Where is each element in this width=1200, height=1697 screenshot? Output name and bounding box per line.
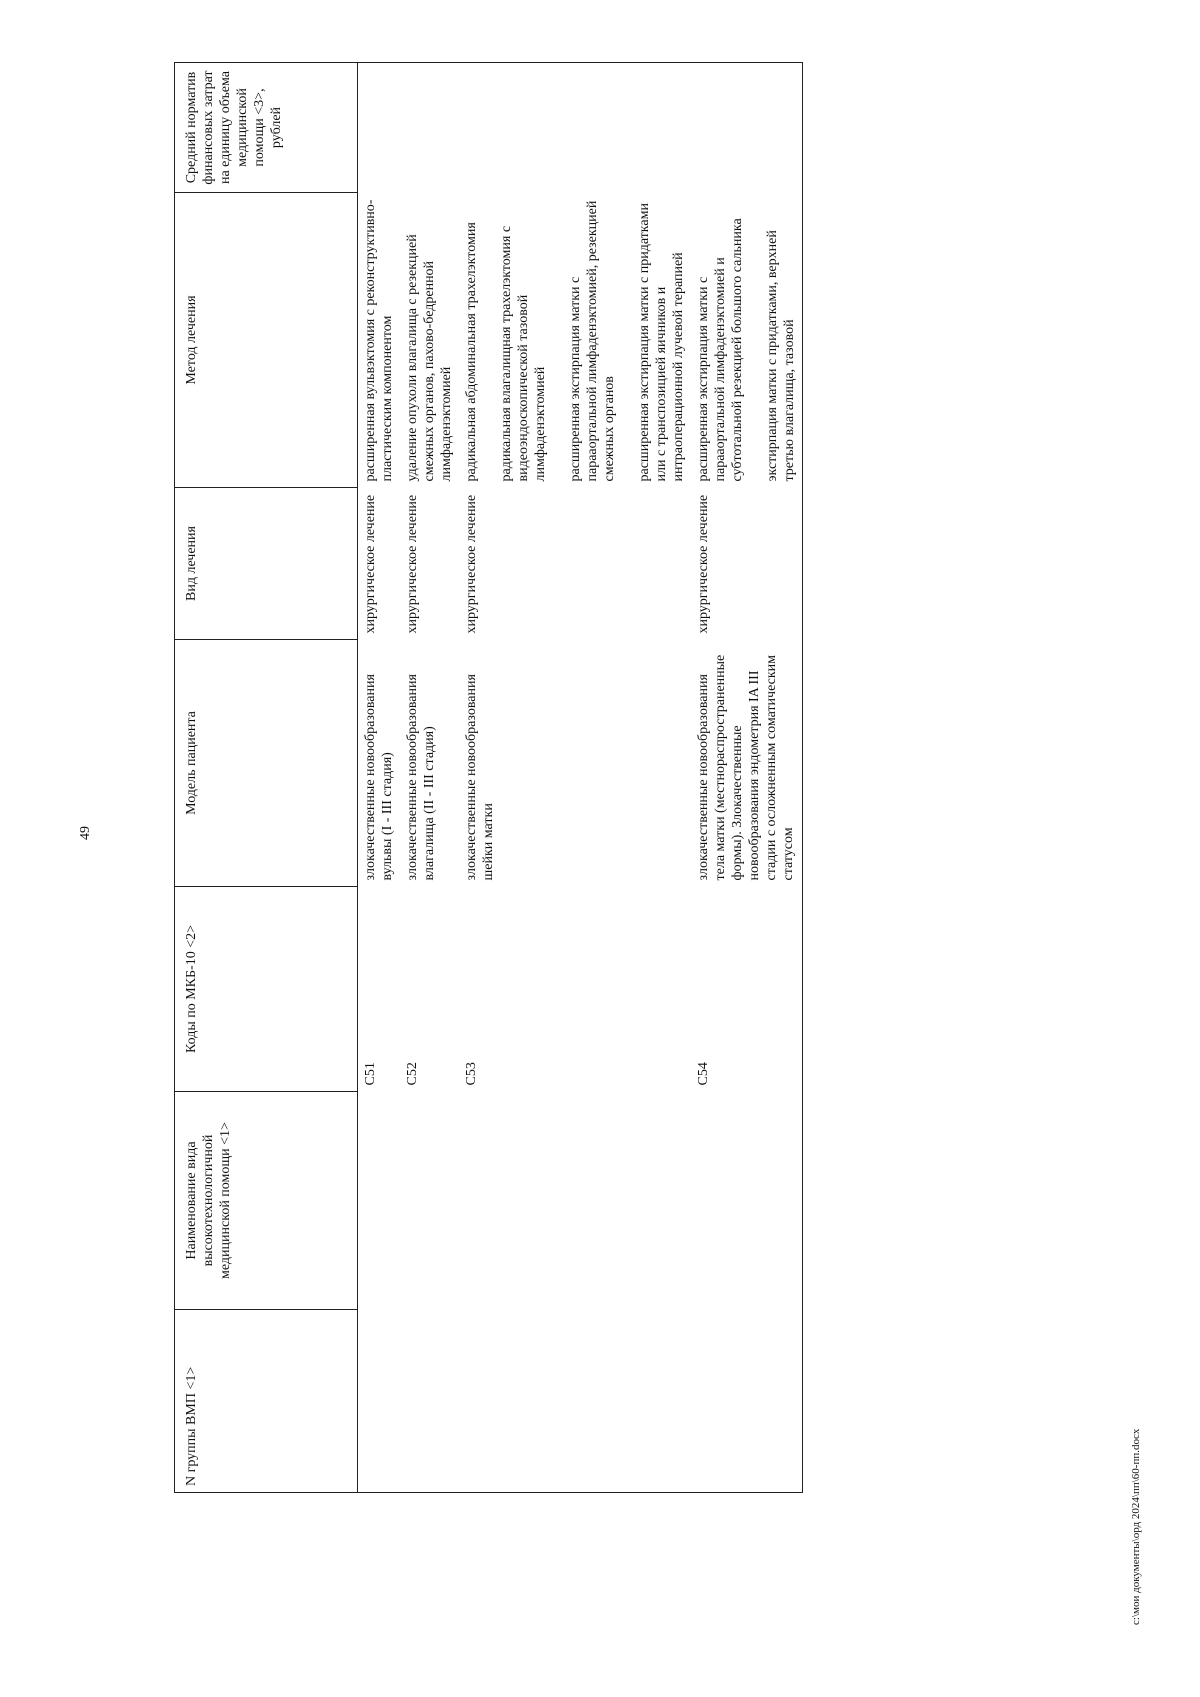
page-number: 49	[78, 826, 93, 840]
table-header-row	[175, 63, 358, 1493]
icd-code-cell: C53	[464, 1062, 479, 1086]
icd-code-cell: C52	[405, 1062, 420, 1086]
group-number-cell	[400, 1310, 459, 1493]
treatment-method: радикальная влагалищная трахелэктомия с видеоэндоскопической тазовой лимфаденэктомией	[499, 225, 548, 482]
header-vmp-name: Наименование вида высокотехнологичной медицинской помощи <1>	[175, 1092, 358, 1310]
icd-code-cell: C51	[363, 1062, 378, 1086]
cost-norm-cell	[358, 63, 401, 193]
treatment-method-cell	[358, 193, 401, 488]
treatment-method-cell	[459, 193, 691, 488]
treatment-method: расширенная экстирпация матки с придатками или с транспозицией яичников и интраоперационной лучевой терапией	[637, 203, 686, 482]
vmp-name-cell	[459, 1092, 691, 1310]
icd-code-cell: C54	[691, 887, 803, 1092]
vmp-table	[174, 62, 803, 1493]
patient-model-cell: злокачественные новообразования шейки матки	[464, 674, 496, 881]
treatment-method: удаление опухоли влагалища с резекцией смежных органов, пахово-бедренной лимфаденэктомией	[405, 234, 454, 482]
header-treatment-type: Вид лечения	[175, 488, 358, 640]
treatment-method-cell	[691, 193, 803, 488]
treatment-type-cell: хирургическое лечение	[363, 494, 378, 634]
vmp-name-cell	[358, 1092, 401, 1310]
table-row	[358, 63, 401, 1493]
treatment-method: радикальная абдоминальная трахелэктомия	[464, 222, 479, 482]
group-number-cell	[459, 1310, 691, 1493]
treatment-type-cell: хирургическое лечение	[464, 494, 479, 634]
table-row	[400, 63, 459, 1493]
footer-file-path: c:\мои документы\орд 2024\пп\60-пп.docx	[1130, 1428, 1142, 1625]
treatment-method: экстирпация матки с придатками, верхней третью влагалища, тазовой	[765, 230, 797, 482]
header-cost-norm: Средний норматив финансовых затрат на единицу объема медицинской помощи <3>, рублей	[175, 63, 358, 193]
treatment-method: расширенная экстирпация матки с парааортальной лимфаденэктомией и субтотальной резекцией большого сальника	[696, 218, 745, 482]
group-number-cell	[358, 1310, 401, 1493]
treatment-type-cell: хирургическое лечение	[691, 488, 803, 640]
patient-model-cell: злокачественные новообразования влагалища (II - III стадия)	[405, 674, 437, 881]
patient-model-cell: злокачественные новообразования тела матки (местнораспространенные формы). Злокачественные новообразования эндометрия IA III стадии с осложненным соматическим статусом	[691, 640, 803, 887]
cost-norm-cell	[691, 63, 803, 193]
treatment-method: расширенная экстирпация матки с парааортальной лимфаденэктомией, резекцией смежных органов	[568, 200, 617, 482]
table-row	[459, 63, 691, 1493]
header-treatment-method: Метод лечения	[175, 193, 358, 488]
patient-model-cell: злокачественные новообразования вульвы (I - III стадия)	[363, 674, 395, 881]
table-row	[691, 63, 803, 1493]
treatment-type-cell: хирургическое лечение	[405, 494, 420, 634]
cost-norm-cell	[400, 63, 459, 193]
rotated-table-container	[174, 63, 1149, 1493]
group-number-cell	[691, 1310, 803, 1493]
treatment-method: расширенная вульвэктомия с реконструктивно-пластическим компонентом	[363, 199, 395, 482]
vmp-name-cell	[691, 1092, 803, 1310]
header-group-number: N группы ВМП <1>	[175, 1310, 358, 1493]
treatment-method-cell	[400, 193, 459, 488]
header-icd-codes: Коды по МКБ-10 <2>	[175, 887, 358, 1092]
cost-norm-cell	[459, 63, 691, 193]
header-patient-model: Модель пациента	[175, 640, 358, 887]
vmp-name-cell	[400, 1092, 459, 1310]
